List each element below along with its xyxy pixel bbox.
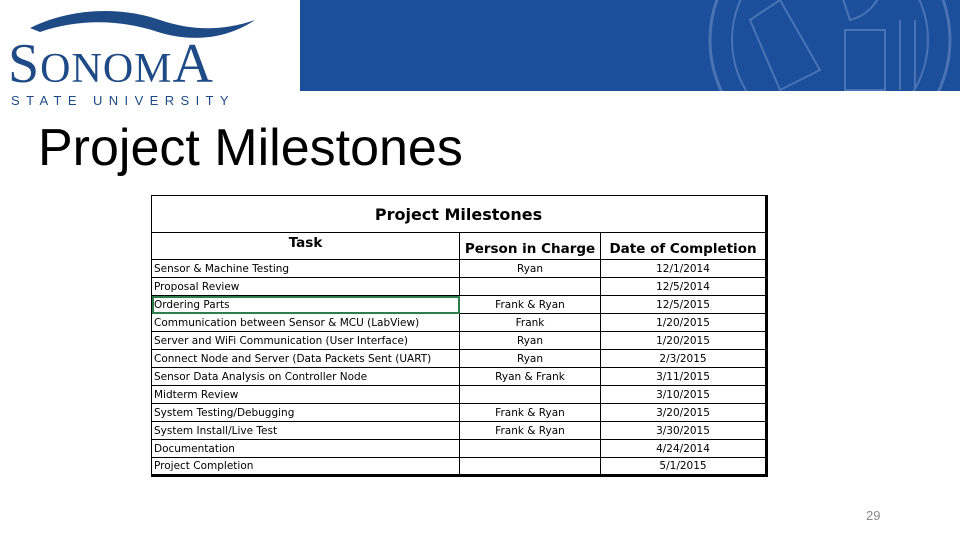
person-cell[interactable]: Ryan bbox=[460, 332, 601, 350]
logo-letters-onom: ONOM bbox=[40, 46, 173, 92]
table-row bbox=[152, 332, 767, 350]
milestones-table bbox=[151, 195, 768, 477]
date-cell[interactable]: 5/1/2015 bbox=[601, 458, 767, 476]
person-cell[interactable] bbox=[460, 386, 601, 404]
date-cell[interactable]: 12/1/2014 bbox=[601, 260, 767, 278]
table-row bbox=[152, 350, 767, 368]
task-cell[interactable]: System Install/Live Test bbox=[152, 422, 460, 440]
date-cell[interactable]: 3/30/2015 bbox=[601, 422, 767, 440]
date-cell[interactable]: 1/20/2015 bbox=[601, 314, 767, 332]
table-row bbox=[152, 260, 767, 278]
task-cell[interactable]: Sensor Data Analysis on Controller Node bbox=[152, 368, 460, 386]
task-cell[interactable]: Proposal Review bbox=[152, 278, 460, 296]
person-cell[interactable]: Frank & Ryan bbox=[460, 422, 601, 440]
task-cell-selected[interactable]: Ordering Parts bbox=[152, 296, 460, 314]
page-number: 29 bbox=[866, 508, 881, 523]
date-cell[interactable]: 4/24/2014 bbox=[601, 440, 767, 458]
column-header-person: Person in Charge bbox=[460, 233, 601, 260]
logo-wordmark bbox=[8, 33, 214, 95]
person-cell[interactable]: Ryan bbox=[460, 350, 601, 368]
person-cell[interactable] bbox=[460, 278, 601, 296]
logo-subtitle: STATE UNIVERSITY bbox=[11, 93, 235, 108]
table-row bbox=[152, 386, 767, 404]
person-cell[interactable] bbox=[460, 458, 601, 476]
person-cell[interactable]: Frank & Ryan bbox=[460, 404, 601, 422]
person-cell[interactable] bbox=[460, 440, 601, 458]
milestones-table-container bbox=[151, 195, 766, 477]
person-cell[interactable]: Ryan bbox=[460, 260, 601, 278]
table-title: Project Milestones bbox=[152, 196, 767, 233]
logo bbox=[0, 0, 300, 112]
column-header-task: Task bbox=[152, 233, 460, 260]
table-row bbox=[152, 422, 767, 440]
task-cell[interactable]: Project Completion bbox=[152, 458, 460, 476]
table-body bbox=[152, 260, 767, 476]
table-row bbox=[152, 278, 767, 296]
task-cell[interactable]: System Testing/Debugging bbox=[152, 404, 460, 422]
task-cell[interactable]: Connect Node and Server (Data Packets Sent (UART) bbox=[152, 350, 460, 368]
task-cell[interactable]: Sensor & Machine Testing bbox=[152, 260, 460, 278]
date-cell[interactable]: 2/3/2015 bbox=[601, 350, 767, 368]
date-cell[interactable]: 1/20/2015 bbox=[601, 332, 767, 350]
table-row bbox=[152, 314, 767, 332]
logo-letter-a: A bbox=[172, 33, 214, 95]
task-cell[interactable]: Server and WiFi Communication (User Interface) bbox=[152, 332, 460, 350]
slide-title: Project Milestones bbox=[38, 119, 463, 177]
table-row bbox=[152, 296, 767, 314]
date-cell[interactable]: 12/5/2014 bbox=[601, 278, 767, 296]
person-cell[interactable]: Frank bbox=[460, 314, 601, 332]
logo-letter-s: S bbox=[8, 33, 41, 95]
table-row bbox=[152, 458, 767, 476]
date-cell[interactable]: 3/11/2015 bbox=[601, 368, 767, 386]
date-cell[interactable]: 3/10/2015 bbox=[601, 386, 767, 404]
task-cell[interactable]: Documentation bbox=[152, 440, 460, 458]
date-cell[interactable]: 12/5/2015 bbox=[601, 296, 767, 314]
person-cell[interactable]: Ryan & Frank bbox=[460, 368, 601, 386]
task-cell[interactable]: Midterm Review bbox=[152, 386, 460, 404]
task-cell[interactable]: Communication between Sensor & MCU (LabView) bbox=[152, 314, 460, 332]
column-header-date: Date of Completion bbox=[601, 233, 767, 260]
table-row bbox=[152, 440, 767, 458]
person-cell[interactable]: Frank & Ryan bbox=[460, 296, 601, 314]
university-seal-icon bbox=[670, 0, 960, 91]
table-row bbox=[152, 368, 767, 386]
table-row bbox=[152, 404, 767, 422]
date-cell[interactable]: 3/20/2015 bbox=[601, 404, 767, 422]
